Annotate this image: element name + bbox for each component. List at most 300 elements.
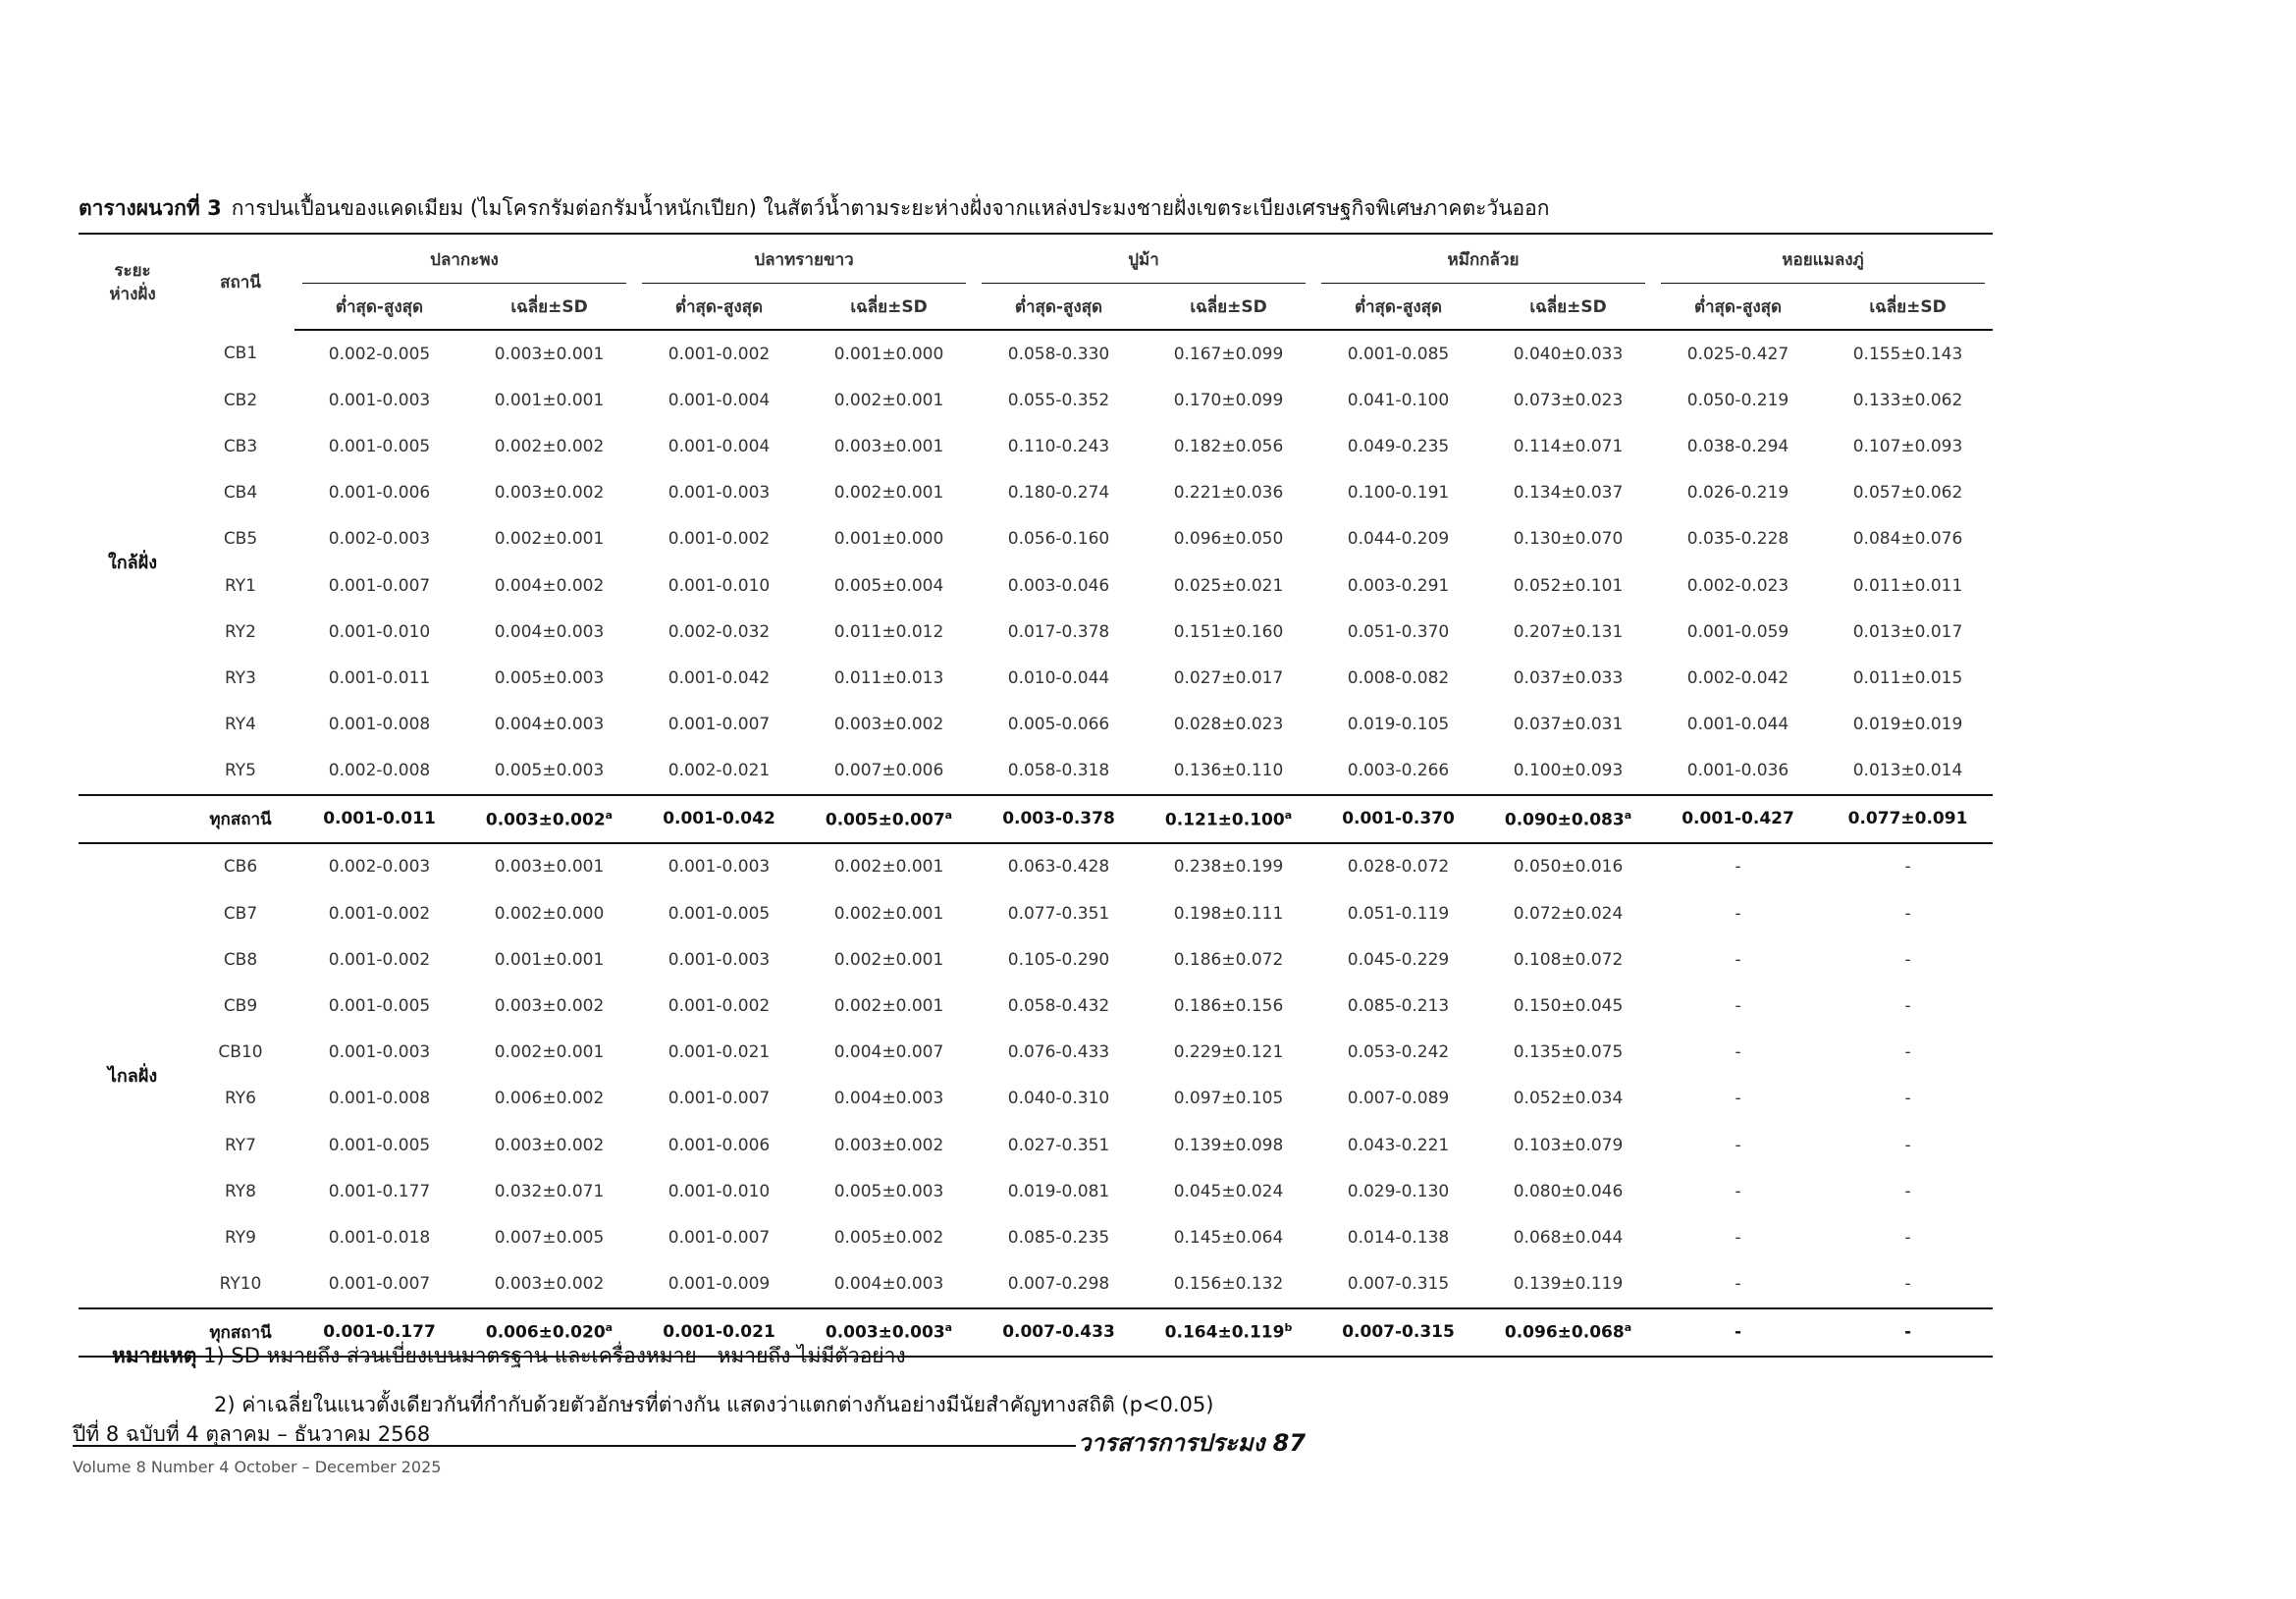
range-cell: 0.044-0.209 <box>1347 529 1450 550</box>
significance-letter: a <box>944 1321 953 1335</box>
subheader-range: ต่ำสุด-สูงสุด <box>1653 284 1823 330</box>
range-cell: - <box>1735 949 1741 970</box>
header-group-seabass <box>294 234 634 284</box>
mean-sd-cell: 0.052±0.034 <box>1513 1089 1624 1109</box>
mean-sd-cell: 0.134±0.037 <box>1513 483 1624 504</box>
table-row <box>79 983 1993 1029</box>
station-cell: RY3 <box>225 667 256 688</box>
summary-value: 0.006±0.020 <box>485 1323 606 1344</box>
range-cell: 0.001-0.006 <box>328 483 431 504</box>
station-cell: RY7 <box>225 1135 256 1155</box>
mean-sd-cell: 0.025±0.021 <box>1173 575 1284 596</box>
significance-letter: a <box>605 1321 614 1335</box>
significance-letter: a <box>1284 808 1293 822</box>
range-cell: - <box>1735 903 1741 924</box>
mean-sd-cell: 0.003±0.002 <box>833 715 944 735</box>
summary-range-cell <box>974 795 1144 843</box>
range-cell: 0.043-0.221 <box>1347 1135 1450 1155</box>
range-cell: 0.051-0.119 <box>1347 903 1450 924</box>
range-cell: - <box>1735 857 1741 878</box>
range-cell: 0.050-0.219 <box>1686 390 1789 410</box>
summary-value: 0.164±0.119 <box>1164 1323 1285 1344</box>
subheader-range: ต่ำสุด-สูงสุด <box>1313 284 1483 330</box>
mean-sd-cell: 0.005±0.002 <box>833 1227 944 1248</box>
mean-sd-cell: 0.133±0.062 <box>1852 390 1963 410</box>
mean-sd-cell: - <box>1904 1135 1911 1155</box>
header-group-label: ปลากะพง <box>430 249 499 270</box>
mean-sd-cell: 0.135±0.075 <box>1513 1042 1624 1063</box>
mean-sd-cell: 0.005±0.003 <box>494 667 605 688</box>
mean-sd-cell: - <box>1904 1227 1911 1248</box>
range-cell: 0.001-0.018 <box>328 1227 431 1248</box>
summary-value: 0.077±0.091 <box>1847 809 1968 829</box>
table-row <box>79 890 1993 936</box>
range-cell: - <box>1735 1135 1741 1155</box>
mean-sd-cell: 0.013±0.014 <box>1852 761 1963 781</box>
summary-station-label: ทุกสถานี <box>187 1308 294 1357</box>
range-cell: 0.058-0.330 <box>1007 344 1110 364</box>
summary-range-cell <box>294 795 464 843</box>
station-cell: RY9 <box>225 1227 256 1248</box>
mean-sd-cell: 0.003±0.002 <box>494 1274 605 1295</box>
subheader-mean-sd: เฉลี่ย±SD <box>1144 284 1313 330</box>
mean-sd-cell: 0.005±0.003 <box>494 761 605 781</box>
mean-sd-cell: 0.139±0.098 <box>1173 1135 1284 1155</box>
range-cell: 0.002-0.023 <box>1686 575 1789 596</box>
range-cell: 0.001-0.004 <box>667 436 771 456</box>
range-cell: 0.001-0.042 <box>667 667 771 688</box>
mean-sd-cell: 0.002±0.001 <box>494 1042 605 1063</box>
mean-sd-cell: 0.011±0.012 <box>833 621 944 642</box>
mean-sd-cell: 0.004±0.002 <box>494 575 605 596</box>
summary-value: 0.001-0.370 <box>1342 809 1455 829</box>
summary-mean-sd-cell <box>1483 795 1653 843</box>
range-cell: 0.001-0.002 <box>328 903 431 924</box>
mean-sd-cell: 0.002±0.001 <box>494 529 605 550</box>
mean-sd-cell: 0.050±0.016 <box>1513 857 1624 878</box>
range-cell: 0.002-0.042 <box>1686 667 1789 688</box>
station-cell: RY2 <box>225 621 256 642</box>
range-cell: 0.056-0.160 <box>1007 529 1110 550</box>
range-cell: 0.100-0.191 <box>1347 483 1450 504</box>
summary-mean-sd-cell <box>1144 795 1313 843</box>
header-group-mussel <box>1653 234 1993 284</box>
range-cell: 0.001-0.002 <box>328 949 431 970</box>
distance-label: ไกลฝั่ง <box>107 1066 158 1088</box>
range-cell: 0.001-0.004 <box>667 390 771 410</box>
mean-sd-cell: - <box>1904 1042 1911 1063</box>
mean-sd-cell: 0.003±0.001 <box>833 436 944 456</box>
mean-sd-cell: 0.019±0.019 <box>1852 715 1963 735</box>
range-cell: 0.001-0.002 <box>667 529 771 550</box>
range-cell: 0.017-0.378 <box>1007 621 1110 642</box>
range-cell: 0.001-0.003 <box>328 390 431 410</box>
caption-text: การปนเปื้อนของแคดเมียม (ไมโครกรัมต่อกรัมน้ำหนักเปียก) ในสัตว์น้ำตามระยะห่างฝั่งจากแหล่งประมงชายฝั่งเขตระเบียงเศรษฐกิจพิเศษภาคตะวันออก <box>231 196 1550 220</box>
header-group-label: หมึกกล้วย <box>1447 249 1520 270</box>
mean-sd-cell: 0.007±0.006 <box>833 761 944 781</box>
range-cell: 0.002-0.003 <box>328 857 431 878</box>
header-distance-line2: ห่างฝั่ง <box>109 284 156 304</box>
summary-range-cell <box>1313 795 1483 843</box>
mean-sd-cell: - <box>1904 1089 1911 1109</box>
range-cell: 0.001-0.177 <box>328 1181 431 1201</box>
range-cell: 0.063-0.428 <box>1007 857 1110 878</box>
range-cell: 0.001-0.003 <box>667 857 771 878</box>
summary-range-cell <box>1653 795 1823 843</box>
range-cell: 0.001-0.010 <box>667 575 771 596</box>
mean-sd-cell: 0.108±0.072 <box>1513 949 1624 970</box>
range-cell: 0.038-0.294 <box>1686 436 1789 456</box>
range-cell: 0.105-0.290 <box>1007 949 1110 970</box>
mean-sd-cell: 0.072±0.024 <box>1513 903 1624 924</box>
table-row <box>79 655 1993 701</box>
mean-sd-cell: 0.001±0.000 <box>833 529 944 550</box>
mean-sd-cell: 0.004±0.003 <box>494 715 605 735</box>
mean-sd-cell: 0.080±0.046 <box>1513 1181 1624 1201</box>
range-cell: 0.001-0.005 <box>667 903 771 924</box>
mean-sd-cell: 0.004±0.003 <box>833 1089 944 1109</box>
table-body <box>79 330 1993 1357</box>
range-cell: 0.001-0.007 <box>667 1227 771 1248</box>
mean-sd-cell: 0.229±0.121 <box>1173 1042 1284 1063</box>
mean-sd-cell: 0.032±0.071 <box>494 1181 605 1201</box>
significance-letter: a <box>605 808 614 822</box>
table-notes <box>79 1341 1845 1419</box>
summary-value: - <box>1734 1322 1742 1343</box>
station-cell: RY4 <box>225 715 256 735</box>
range-cell: 0.001-0.044 <box>1686 715 1789 735</box>
range-cell: 0.045-0.229 <box>1347 949 1450 970</box>
range-cell: 0.085-0.235 <box>1007 1227 1110 1248</box>
mean-sd-cell: 0.003±0.002 <box>833 1135 944 1155</box>
range-cell: 0.001-0.002 <box>667 996 771 1017</box>
caption-label: ตารางผนวกที่ 3 <box>79 196 222 220</box>
station-cell: CB5 <box>223 529 258 550</box>
range-cell: 0.001-0.085 <box>1347 344 1450 364</box>
range-cell: 0.029-0.130 <box>1347 1181 1450 1201</box>
mean-sd-cell: 0.001±0.000 <box>833 344 944 364</box>
significance-letter: b <box>1284 1321 1293 1335</box>
summary-value: 0.001-0.021 <box>663 1322 775 1343</box>
range-cell: 0.001-0.007 <box>667 1089 771 1109</box>
mean-sd-cell: 0.130±0.070 <box>1513 529 1624 550</box>
mean-sd-cell: - <box>1904 1181 1911 1201</box>
range-cell: 0.076-0.433 <box>1007 1042 1110 1063</box>
summary-station-label: ทุกสถานี <box>187 795 294 843</box>
station-cell: CB1 <box>223 344 258 364</box>
range-cell: 0.002-0.021 <box>667 761 771 781</box>
summary-value: 0.003-0.378 <box>1002 809 1115 829</box>
distance-label: ใกล้ฝั่ง <box>107 552 158 573</box>
mean-sd-cell: 0.151±0.160 <box>1173 621 1284 642</box>
summary-value: 0.005±0.007 <box>825 810 945 830</box>
range-cell: - <box>1735 1181 1741 1201</box>
range-cell: 0.001-0.007 <box>667 715 771 735</box>
header-group-crab <box>974 234 1313 284</box>
mean-sd-cell: 0.057±0.062 <box>1852 483 1963 504</box>
mean-sd-cell: 0.073±0.023 <box>1513 390 1624 410</box>
range-cell: 0.085-0.213 <box>1347 996 1450 1017</box>
summary-value: 0.003±0.003 <box>825 1323 945 1344</box>
mean-sd-cell: 0.002±0.001 <box>833 996 944 1017</box>
range-cell: 0.001-0.003 <box>667 483 771 504</box>
mean-sd-cell: 0.052±0.101 <box>1513 575 1624 596</box>
significance-letter: a <box>944 808 953 822</box>
subheader-range: ต่ำสุด-สูงสุด <box>634 284 804 330</box>
range-cell: - <box>1735 996 1741 1017</box>
mean-sd-cell: 0.045±0.024 <box>1173 1181 1284 1201</box>
significance-letter: a <box>1624 808 1632 822</box>
range-cell: - <box>1735 1274 1741 1295</box>
table-row <box>79 423 1993 469</box>
table-row <box>79 609 1993 655</box>
range-cell: 0.180-0.274 <box>1007 483 1110 504</box>
summary-value: 0.001-0.427 <box>1682 809 1794 829</box>
mean-sd-cell: 0.136±0.110 <box>1173 761 1284 781</box>
header-distance <box>79 234 187 330</box>
summary-value: 0.007-0.433 <box>1002 1322 1115 1343</box>
mean-sd-cell: 0.040±0.033 <box>1513 344 1624 364</box>
range-cell: 0.002-0.008 <box>328 761 431 781</box>
table-row <box>79 936 1993 983</box>
range-cell: 0.010-0.044 <box>1007 667 1110 688</box>
range-cell: 0.001-0.021 <box>667 1042 771 1063</box>
table-row <box>79 1030 1993 1076</box>
range-cell: 0.051-0.370 <box>1347 621 1450 642</box>
range-cell: 0.001-0.011 <box>328 667 431 688</box>
mean-sd-cell: 0.011±0.015 <box>1852 667 1963 688</box>
header-group-label: ปลาทรายขาว <box>754 249 854 270</box>
mean-sd-cell: - <box>1904 857 1911 878</box>
note-line-1 <box>79 1341 1845 1370</box>
station-cell: CB2 <box>223 390 258 410</box>
range-cell: 0.008-0.082 <box>1347 667 1450 688</box>
mean-sd-cell: - <box>1904 949 1911 970</box>
mean-sd-cell: 0.002±0.001 <box>833 949 944 970</box>
table-row <box>79 470 1993 516</box>
mean-sd-cell: 0.037±0.031 <box>1513 715 1624 735</box>
mean-sd-cell: - <box>1904 1274 1911 1295</box>
mean-sd-cell: 0.004±0.003 <box>833 1274 944 1295</box>
mean-sd-cell: 0.037±0.033 <box>1513 667 1624 688</box>
mean-sd-cell: 0.002±0.000 <box>494 903 605 924</box>
range-cell: 0.026-0.219 <box>1686 483 1789 504</box>
range-cell: 0.002-0.003 <box>328 529 431 550</box>
summary-value: - <box>1903 1322 1912 1343</box>
mean-sd-cell: 0.084±0.076 <box>1852 529 1963 550</box>
mean-sd-cell: 0.096±0.050 <box>1173 529 1284 550</box>
mean-sd-cell: 0.005±0.003 <box>833 1181 944 1201</box>
range-cell: 0.019-0.105 <box>1347 715 1450 735</box>
mean-sd-cell: 0.002±0.001 <box>833 390 944 410</box>
mean-sd-cell: 0.139±0.119 <box>1513 1274 1624 1295</box>
table-row <box>79 516 1993 562</box>
summary-range-cell <box>634 795 804 843</box>
range-cell: 0.001-0.005 <box>328 996 431 1017</box>
header-group-label: ปูม้า <box>1128 249 1159 270</box>
mean-sd-cell: 0.003±0.002 <box>494 996 605 1017</box>
summary-value: 0.001-0.177 <box>323 1322 436 1343</box>
mean-sd-cell: 0.001±0.001 <box>494 949 605 970</box>
table-row <box>79 1122 1993 1168</box>
cadmium-table <box>79 233 1993 1358</box>
range-cell: 0.002-0.005 <box>328 344 431 364</box>
range-cell: 0.001-0.010 <box>328 621 431 642</box>
mean-sd-cell: 0.114±0.071 <box>1513 436 1624 456</box>
station-cell: RY5 <box>225 761 256 781</box>
range-cell: 0.007-0.315 <box>1347 1274 1450 1295</box>
mean-sd-cell: 0.186±0.072 <box>1173 949 1284 970</box>
mean-sd-cell: 0.028±0.023 <box>1173 715 1284 735</box>
range-cell: 0.007-0.089 <box>1347 1089 1450 1109</box>
table-row <box>79 1168 1993 1214</box>
station-cell: CB3 <box>223 436 258 456</box>
mean-sd-cell: 0.198±0.111 <box>1173 903 1284 924</box>
range-cell: 0.001-0.007 <box>328 575 431 596</box>
mean-sd-cell: 0.068±0.044 <box>1513 1227 1624 1248</box>
table-caption <box>79 194 2002 222</box>
mean-sd-cell: 0.006±0.002 <box>494 1089 605 1109</box>
range-cell: 0.001-0.009 <box>667 1274 771 1295</box>
mean-sd-cell: 0.003±0.001 <box>494 857 605 878</box>
station-cell: CB6 <box>223 857 258 878</box>
range-cell: 0.001-0.005 <box>328 436 431 456</box>
range-cell: - <box>1735 1042 1741 1063</box>
footer-issue-english: Volume 8 Number 4 October – December 2025 <box>73 1458 442 1476</box>
range-cell: 0.049-0.235 <box>1347 436 1450 456</box>
mean-sd-cell: 0.027±0.017 <box>1173 667 1284 688</box>
mean-sd-cell: 0.170±0.099 <box>1173 390 1284 410</box>
table-row <box>79 702 1993 748</box>
table-row <box>79 330 1993 377</box>
range-cell: 0.003-0.046 <box>1007 575 1110 596</box>
station-cell: CB4 <box>223 483 258 504</box>
range-cell: 0.003-0.291 <box>1347 575 1450 596</box>
mean-sd-cell: 0.007±0.005 <box>494 1227 605 1248</box>
station-cell: CB9 <box>223 996 258 1017</box>
range-cell: 0.001-0.003 <box>328 1042 431 1063</box>
note-2-text: 2) ค่าเฉลี่ยในแนวตั้งเดียวกันที่กำกับด้วยตัวอักษรที่ต่างกัน แสดงว่าแตกต่างกันอย่างมีนัยสำคัญทางสถิติ (p<0.05) <box>214 1393 1214 1416</box>
footer-issue-thai: ปีที่ 8 ฉบับที่ 4 ตุลาคม – ธันวาคม 2568 <box>73 1422 431 1446</box>
range-cell: - <box>1735 1227 1741 1248</box>
station-cell: RY10 <box>219 1274 262 1295</box>
mean-sd-cell: 0.005±0.004 <box>833 575 944 596</box>
range-cell: 0.001-0.003 <box>667 949 771 970</box>
summary-value: 0.090±0.083 <box>1504 810 1625 830</box>
range-cell: 0.007-0.298 <box>1007 1274 1110 1295</box>
mean-sd-cell: 0.003±0.002 <box>494 483 605 504</box>
range-cell: 0.001-0.036 <box>1686 761 1789 781</box>
mean-sd-cell: 0.103±0.079 <box>1513 1135 1624 1155</box>
range-cell: 0.040-0.310 <box>1007 1089 1110 1109</box>
mean-sd-cell: - <box>1904 903 1911 924</box>
range-cell: 0.002-0.032 <box>667 621 771 642</box>
summary-value: 0.003±0.002 <box>485 810 606 830</box>
range-cell: 0.001-0.008 <box>328 715 431 735</box>
range-cell: 0.001-0.059 <box>1686 621 1789 642</box>
table-row <box>79 1214 1993 1260</box>
range-cell: 0.014-0.138 <box>1347 1227 1450 1248</box>
mean-sd-cell: 0.150±0.045 <box>1513 996 1624 1017</box>
range-cell: 0.028-0.072 <box>1347 857 1450 878</box>
summary-blank-cell <box>79 795 187 843</box>
summary-mean-sd-cell <box>1823 795 1993 843</box>
subheader-mean-sd: เฉลี่ย±SD <box>804 284 974 330</box>
summary-value: 0.001-0.011 <box>323 809 436 829</box>
subheader-mean-sd: เฉลี่ย±SD <box>464 284 634 330</box>
header-station: สถานี <box>187 234 294 330</box>
header-distance-line1: ระยะ <box>114 260 151 281</box>
significance-letter: a <box>1624 1321 1632 1335</box>
range-cell: 0.027-0.351 <box>1007 1135 1110 1155</box>
footer-journal-title: วารสารการประมง 87 <box>1078 1429 1307 1457</box>
mean-sd-cell: 0.002±0.001 <box>833 857 944 878</box>
summary-mean-sd-cell <box>804 795 974 843</box>
mean-sd-cell: 0.100±0.093 <box>1513 761 1624 781</box>
header-row-sub <box>79 284 1993 330</box>
mean-sd-cell: 0.003±0.002 <box>494 1135 605 1155</box>
summary-mean-sd-cell <box>1823 1308 1993 1357</box>
header-group-squid <box>1313 234 1653 284</box>
mean-sd-cell: 0.167±0.099 <box>1173 344 1284 364</box>
station-cell: RY1 <box>225 575 256 596</box>
subheader-range: ต่ำสุด-สูงสุด <box>974 284 1144 330</box>
range-cell: 0.041-0.100 <box>1347 390 1450 410</box>
range-cell: 0.019-0.081 <box>1007 1181 1110 1201</box>
mean-sd-cell: 0.097±0.105 <box>1173 1089 1284 1109</box>
range-cell: 0.035-0.228 <box>1686 529 1789 550</box>
mean-sd-cell: 0.001±0.001 <box>494 390 605 410</box>
range-cell: 0.001-0.005 <box>328 1135 431 1155</box>
summary-value: 0.001-0.042 <box>663 809 775 829</box>
range-cell: 0.001-0.010 <box>667 1181 771 1201</box>
range-cell: 0.001-0.007 <box>328 1274 431 1295</box>
station-cell: CB8 <box>223 949 258 970</box>
range-cell: 0.055-0.352 <box>1007 390 1110 410</box>
table-row <box>79 843 1993 890</box>
mean-sd-cell: 0.156±0.132 <box>1173 1274 1284 1295</box>
range-cell: 0.003-0.266 <box>1347 761 1450 781</box>
table-row <box>79 1261 1993 1308</box>
range-cell: 0.001-0.008 <box>328 1089 431 1109</box>
header-group-label: หอยแมลงภู่ <box>1782 249 1864 270</box>
mean-sd-cell: 0.002±0.002 <box>494 436 605 456</box>
range-cell: 0.058-0.432 <box>1007 996 1110 1017</box>
note-1-text: 1) SD หมายถึง ส่วนเบี่ยงเบนมาตรฐาน และเครื่องหมาย - หมายถึง ไม่มีตัวอย่าง <box>203 1344 906 1367</box>
mean-sd-cell: 0.002±0.001 <box>833 483 944 504</box>
footer-rule <box>73 1445 1076 1447</box>
range-cell: 0.058-0.318 <box>1007 761 1110 781</box>
mean-sd-cell: 0.207±0.131 <box>1513 621 1624 642</box>
subheader-mean-sd: เฉลี่ย±SD <box>1483 284 1653 330</box>
summary-value: 0.007-0.315 <box>1342 1322 1455 1343</box>
mean-sd-cell: 0.221±0.036 <box>1173 483 1284 504</box>
header-group-whiting <box>634 234 974 284</box>
range-cell: 0.077-0.351 <box>1007 903 1110 924</box>
range-cell: 0.001-0.002 <box>667 344 771 364</box>
range-cell: 0.005-0.066 <box>1007 715 1110 735</box>
station-cell: CB10 <box>218 1042 263 1063</box>
station-cell: RY6 <box>225 1089 256 1109</box>
summary-mean-sd-cell <box>464 795 634 843</box>
mean-sd-cell: 0.011±0.013 <box>833 667 944 688</box>
mean-sd-cell: 0.011±0.011 <box>1852 575 1963 596</box>
mean-sd-cell: 0.004±0.003 <box>494 621 605 642</box>
range-cell: 0.053-0.242 <box>1347 1042 1450 1063</box>
mean-sd-cell: 0.013±0.017 <box>1852 621 1963 642</box>
mean-sd-cell: 0.186±0.156 <box>1173 996 1284 1017</box>
summary-row <box>79 795 1993 843</box>
